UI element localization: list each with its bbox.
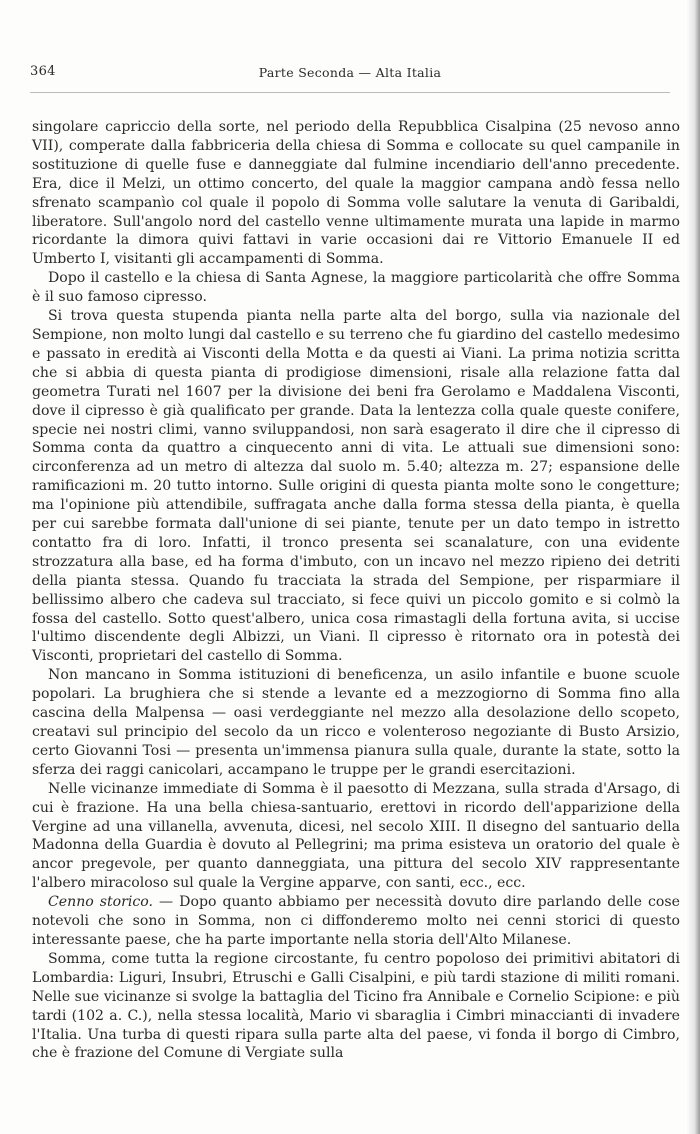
paragraph-text: Dopo il castello e la chiesa di Santa Agnese, la maggiore particolarità che offre Somma è il suo famoso cipresso. <box>32 270 680 306</box>
paragraph-text: Non mancano in Somma istituzioni di beneficenza, un asilo infantile e buone scuole popolari. La brughiera che si stende a levante ed a mezzogiorno di Somma fino alla cascina della Malpensa — oasi verdeggiante nel mezzo alla desolazione dello scopeto, creatavi sul principio del secolo da un ricco e volenteroso negoziante di Busto Arsizio, certo Giovanni Tosi — presenta un'immensa pianura sulla quale, durante la state, sotto la sferza dei raggi canicolari, accampano le truppe per le grandi esercitazioni. <box>32 667 680 778</box>
paragraph-text: singolare capriccio della sorte, nel periodo della Repubblica Cisalpina (25 nevoso anno VII), comperate dalla fabbriceria della chiesa di Somma e collocate su quel campanile in sostituzione di quelle fuse e danneggiate dal fulmine incendiario dell'anno precedente. Era, dice il Melzi, un ottimo concerto, del quale la maggior campana andò fessa nello sfrenato scampanìo col quale il popolo di Somma volle salutare la venuta di Garibaldi, liberatore. Sull'angolo nord del castello venne ultimamente murata una lapide in marmo ricordante la dimora quivi fattavi in varie occasioni dai re Vittorio Emanuele II ed Umberto I, visitanti gli accampamenti di Somma. <box>32 119 680 268</box>
page-edge-shadow <box>686 0 700 1134</box>
paragraph-institutions <box>32 666 680 779</box>
paragraph-historical-note <box>32 893 680 950</box>
paragraph-mezzana <box>32 780 680 893</box>
running-title: Parte Seconda — Alta Italia <box>258 65 442 80</box>
paragraph-text: Nelle vicinanze immediate di Somma è il paesotto di Mezzana, sulla strada d'Arsago, di cui è frazione. Ha una bella chiesa-santuario, erettovi in ricordo dell'apparizione della Vergine ad una villanella, avvenuta, dicesi, nel secolo XIII. Il disegno del santuario della Madonna della Guardia è dovuto al Pellegrini; ma prima esisteva un oratorio del quale è ancor pregevole, per quanto danneggiata, una pittura del secolo XIV rappresentante l'albero miracoloso sul quale la Vergine apparve, con santi, ecc., ecc. <box>32 780 680 892</box>
paragraph-text: — Dopo quanto abbiamo per necessità dovuto dire parlando delle cose notevoli che sono in Somma, non ci diffonderemo molto nei cenni storici di questo interessante paese, che ha parte importante nella storia dell'Alto Milanese. <box>32 894 680 948</box>
paragraph-cypress-intro <box>32 269 680 307</box>
paragraph-cypress-description <box>32 307 680 666</box>
header-divider <box>30 92 670 93</box>
paragraph-bells <box>32 118 680 269</box>
page-header <box>30 64 670 86</box>
paragraph-text: Si trova questa stupenda pianta nella parte alta del borgo, sulla via nazionale del Sempione, non molto lungi dal castello e su terreno che fu giardino del castello medesimo e passato in eredità ai Visconti della Motta e da questi ai Viani. La prima notizia scritta che si abbia di questa pianta di prodigiose dimensioni, risale alla relazione fatta dal geometra Turati nel 1607 per la divisione dei beni fra Gerolamo e Maddalena Visconti, dove il cipresso è già qualificato per grande. Data la lentezza colla quale queste conifere, specie nei nostri climi, vanno sviluppandosi, non sarà esagerato il dire che il cipresso di Somma conta da quattro a cinquecento anni di vita. Le attuali sue dimensioni sono: circonferenza ad un metro di altezza dal suolo m. 5.40; altezza m. 27; espansione delle ramificazioni m. 20 tutto intorno. Sulle origini di questa pianta molte sono le congetture; ma l'opinione più attendibile, suffragata anche dalla forma stessa della pianta, è quella per cui sarebbe formata dall'unione di sei piante, tenute per un dato tempo in istretto contatto fra di loro. Infatti, il tronco presenta sei scanalature, con una evidente strozzatura alla base, ed ha forma d'imbuto, con un incavo nel mezzo ripieno dei detriti della pianta stessa. Quando fu tracciata la strada del Sempione, per risparmiare il bellissimo albero che cadeva sul tracciato, si fece quivi un piccolo gomito e si colmò la fossa del castello. Sotto quest'albero, unica cosa rimastagli della fortuna avita, si uccise l'ultimo discendente degli Albizzi, un Viani. Il cipresso è ritornato ora in potestà dei Visconti, proprietari del castello di Somma. <box>32 308 680 665</box>
paragraph-text: Somma, come tutta la regione circostante, fu centro popoloso dei primitivi abitatori di Lombardia: Liguri, Insubri, Etruschi e Galli Cisalpini, e più tardi stazione di militi romani. Nelle sue vicinanze si svolge la battaglia del Ticino fra Annibale e Cornelio Scipione: e più tardi (102 a. C.), nella stessa località, Mario vi sbaraglia i Cimbri minaccianti di invadere l'Italia. Una turba di questi ripara sulla parte alta del paese, vi fonda il borgo di Cimbro, che è frazione del Comune di Vergiate sulla <box>32 950 680 1062</box>
page-number: 364 <box>30 64 56 79</box>
body-text <box>32 118 680 1063</box>
paragraph-history <box>32 950 680 1063</box>
section-label: Cenno storico. <box>48 894 154 911</box>
